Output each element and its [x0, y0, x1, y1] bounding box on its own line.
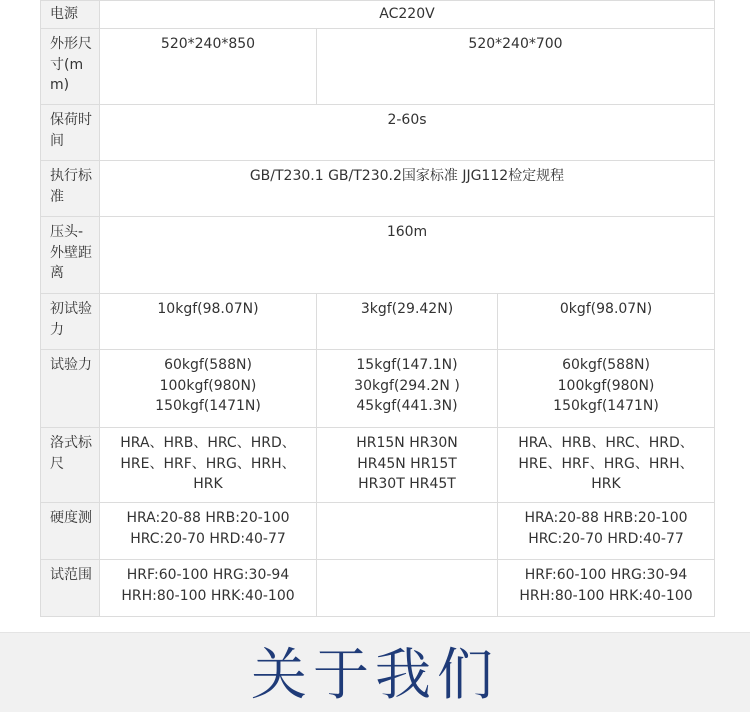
- spec-cell-line: HRK: [591, 476, 621, 492]
- spec-cell: [498, 560, 715, 617]
- spec-cell-line: HR15N HR30N: [356, 435, 458, 451]
- spec-cell-line: HRH:80-100 HRK:40-100: [121, 587, 295, 604]
- spec-cell-line: HRA:20-88 HRB:20-100: [524, 510, 688, 526]
- spec-cell-line: 100kgf(980N): [557, 377, 655, 394]
- spec-row-label: 外形尺寸(mm): [41, 29, 100, 105]
- spec-cell-line: HRC:20-70 HRD:40-77: [528, 530, 684, 547]
- spec-row: [41, 105, 715, 161]
- spec-cell-line: HR30T HR45T: [358, 476, 456, 492]
- spec-row-label: 压头-外壁距离: [41, 217, 100, 294]
- spec-cell: [100, 350, 317, 428]
- spec-table-body: [41, 1, 715, 617]
- spec-row-label: 电源: [41, 1, 100, 29]
- spec-row-label: 执行标准: [41, 161, 100, 217]
- spec-cell: [317, 503, 498, 560]
- spec-cell-line: 160m: [386, 224, 428, 240]
- spec-table: [40, 0, 715, 617]
- spec-cell-line: HRF:60-100 HRG:30-94: [524, 567, 688, 583]
- spec-cell-line: 520*240*850: [160, 36, 256, 52]
- spec-cell-line: 0kgf(98.07N): [559, 301, 653, 317]
- spec-cell: [100, 428, 317, 503]
- about-us-title: 关于我们: [251, 643, 499, 708]
- spec-cell: [498, 350, 715, 428]
- spec-cell-line: HRA:20-88 HRB:20-100: [126, 510, 290, 526]
- spec-cell: [100, 161, 715, 217]
- spec-cell: [498, 503, 715, 560]
- footer-section: [0, 632, 750, 712]
- spec-cell: [100, 105, 715, 161]
- spec-cell-line: HRA、HRB、HRC、HRD、: [120, 435, 296, 451]
- spec-cell-line: HRA、HRB、HRC、HRD、: [518, 435, 694, 451]
- spec-cell: [100, 1, 715, 29]
- spec-cell-line: HRF:60-100 HRG:30-94: [126, 567, 290, 583]
- spec-cell-line: 45kgf(441.3N): [356, 398, 458, 414]
- spec-row: [41, 428, 715, 503]
- spec-row: [41, 560, 715, 617]
- spec-cell: [100, 560, 317, 617]
- spec-cell-line: HRC:20-70 HRD:40-77: [130, 530, 286, 547]
- spec-table-wrapper: [40, 0, 714, 617]
- spec-cell: [498, 428, 715, 503]
- spec-cell: [100, 294, 317, 350]
- spec-row: [41, 161, 715, 217]
- spec-cell-line: 60kgf(588N): [562, 357, 650, 373]
- spec-row: [41, 294, 715, 350]
- spec-cell: [100, 29, 317, 105]
- spec-cell-line: 15kgf(147.1N): [356, 357, 458, 373]
- spec-cell-line: 100kgf(980N): [159, 377, 257, 394]
- spec-row: [41, 1, 715, 29]
- spec-cell: [100, 503, 317, 560]
- spec-row-label: 试范围: [41, 560, 100, 617]
- spec-cell: [317, 560, 498, 617]
- spec-cell-line: 150kgf(1471N): [553, 398, 659, 414]
- spec-cell-line: GB/T230.1 GB/T230.2国家标准 JJG112检定规程: [249, 168, 565, 184]
- spec-row-label: 试验力: [41, 350, 100, 428]
- spec-row-label: 洛式标尺: [41, 428, 100, 503]
- spec-cell-line: 10kgf(98.07N): [157, 301, 259, 317]
- spec-cell-line: HR45N HR15T: [357, 455, 457, 472]
- spec-cell-line: 3kgf(29.42N): [360, 301, 454, 317]
- spec-cell-line: 30kgf(294.2N ): [354, 377, 460, 394]
- spec-cell-line: 2-60s: [387, 112, 427, 128]
- spec-cell: [100, 217, 715, 294]
- spec-cell-line: HRE、HRF、HRG、HRH、: [518, 455, 694, 472]
- spec-cell: [317, 428, 498, 503]
- spec-cell-line: 60kgf(588N): [164, 357, 252, 373]
- spec-row-label: 硬度测: [41, 503, 100, 560]
- spec-row: [41, 350, 715, 428]
- spec-cell: [317, 29, 715, 105]
- spec-cell-line: HRE、HRF、HRG、HRH、: [120, 455, 296, 472]
- spec-cell: [317, 350, 498, 428]
- spec-cell-line: HRH:80-100 HRK:40-100: [519, 587, 693, 604]
- spec-cell: [317, 294, 498, 350]
- spec-row-label: 初试验力: [41, 294, 100, 350]
- spec-row-label: 保荷时间: [41, 105, 100, 161]
- spec-row: [41, 29, 715, 105]
- spec-cell-line: 520*240*700: [468, 36, 563, 52]
- spec-cell: [498, 294, 715, 350]
- spec-cell-line: AC220V: [379, 6, 435, 22]
- spec-cell-line: 150kgf(1471N): [155, 398, 261, 414]
- spec-row: [41, 217, 715, 294]
- spec-cell-line: HRK: [193, 476, 223, 492]
- spec-row: [41, 503, 715, 560]
